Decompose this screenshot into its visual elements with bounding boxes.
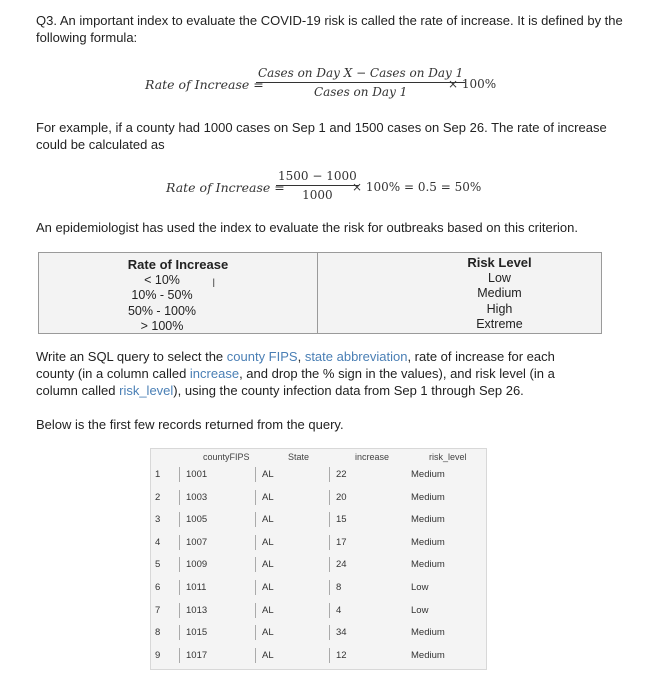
example-rhs: × 100% = 0.5 = 50%	[352, 180, 482, 194]
state-cell: AL	[255, 557, 332, 572]
increase-cell: 20	[329, 490, 406, 505]
level-cell: High	[486, 301, 513, 316]
table-row	[151, 463, 486, 485]
county-fips-cell: 1005	[179, 512, 256, 527]
risk-level-cell: Low	[411, 582, 429, 593]
formula-denominator: Cases on Day 1	[313, 85, 408, 99]
state-cell: AL	[255, 648, 332, 663]
instructions-text: , and drop the % sign in the values), and risk level (in a column called	[36, 366, 555, 398]
county-fips-term: county FIPS	[226, 349, 298, 364]
level-column	[318, 253, 601, 333]
table-row	[151, 531, 486, 553]
increase-cell: 24	[329, 557, 406, 572]
level-cell: Low	[488, 270, 511, 285]
row-index: 6	[155, 582, 161, 593]
risk-level-cell: Medium	[411, 559, 445, 571]
increase-cell: 12	[329, 648, 406, 663]
row-index: 4	[155, 536, 161, 548]
risk-level-cell: Low	[411, 604, 429, 616]
instructions-text: ,	[297, 349, 305, 364]
table-row	[151, 508, 486, 530]
county-fips-cell: 1015	[179, 625, 256, 640]
instructions	[36, 348, 596, 399]
county-fips-cell: 1003	[179, 490, 256, 505]
increase-cell: 22	[329, 467, 406, 482]
below-text: Below is the first few records returned from the query.	[36, 417, 344, 432]
increase-cell: 15	[329, 512, 406, 527]
instructions-text: ), using the county infection data from Sep 1 through Sep 26.	[173, 383, 524, 398]
risk-table	[38, 252, 602, 334]
header-risk-level: risk_level	[429, 452, 467, 462]
header-increase: increase	[355, 452, 390, 462]
example-lhs: Rate of Increase =	[166, 180, 285, 195]
example-numerator: 1500 − 1000	[276, 169, 359, 186]
county-fips-cell: 1013	[179, 603, 256, 618]
formula-lhs: Rate of Increase =	[145, 77, 264, 92]
formula-numerator: Cases on Day X − Cases on Day 1	[256, 66, 465, 83]
county-fips-cell: 1009	[179, 557, 256, 572]
rate-cell: 10% - 50%	[131, 288, 193, 302]
county-fips-cell: 1011	[179, 580, 256, 595]
row-index: 7	[155, 604, 161, 616]
rate-cell: < 10%	[144, 272, 180, 287]
risk-level-cell: Medium	[411, 649, 445, 661]
increase-term: increase	[189, 366, 240, 381]
header-state: State	[288, 452, 310, 462]
table-row	[151, 486, 486, 508]
example-fraction	[276, 169, 359, 202]
instructions-text: , rate of increase for each county (in a column called	[36, 349, 555, 381]
formula-times: × 100%	[448, 77, 497, 91]
result-table	[150, 448, 487, 670]
risk-level-cell: Medium	[411, 627, 445, 639]
risk-level-cell: Medium	[411, 536, 445, 548]
table-row	[151, 644, 486, 666]
level-cell: Medium	[477, 286, 522, 300]
risk-level-cell: Medium	[411, 469, 445, 480]
table-row	[151, 599, 486, 621]
example-text: For example, if a county had 1000 cases on Sep 1 and 1500 cases on Sep 26. The rate of increase could be calculated as	[36, 120, 607, 152]
increase-cell: 8	[329, 580, 406, 595]
state-cell: AL	[255, 512, 332, 527]
table-row	[151, 576, 486, 598]
text-cursor-icon: I	[212, 276, 216, 290]
row-index: 3	[155, 514, 161, 526]
row-index: 1	[155, 469, 161, 480]
formula-fraction	[256, 66, 465, 99]
state-cell: AL	[255, 490, 332, 505]
county-fips-cell: 1007	[179, 535, 256, 550]
increase-cell: 4	[329, 603, 406, 618]
state-cell: AL	[255, 580, 332, 595]
level-cell: Extreme	[476, 317, 523, 331]
table-row	[151, 621, 486, 643]
rate-cell: 50% - 100%	[127, 303, 197, 318]
state-cell: AL	[255, 467, 332, 482]
table-row	[151, 553, 486, 575]
level-header: Risk Level	[467, 255, 532, 270]
risk-level-cell: Medium	[411, 514, 445, 526]
instructions-text: Write an SQL query to select the	[36, 349, 227, 364]
state-cell: AL	[255, 603, 332, 618]
epi-text: An epidemiologist has used the index to evaluate the risk for outbreaks based on this criterion.	[36, 220, 578, 235]
county-fips-cell: 1001	[179, 467, 256, 482]
rate-header: Rate of Increase	[127, 257, 229, 272]
state-abbrev-term: state abbreviation	[304, 349, 408, 364]
row-index: 9	[155, 649, 161, 661]
row-index: 8	[155, 627, 161, 639]
county-fips-cell: 1017	[179, 648, 256, 663]
state-cell: AL	[255, 535, 332, 550]
state-cell: AL	[255, 625, 332, 640]
increase-cell: 34	[329, 625, 406, 640]
rate-column	[39, 253, 318, 333]
rate-cell: > 100%	[140, 319, 184, 333]
header-countyfips: countyFIPS	[203, 452, 250, 462]
question-intro: Q3. An important index to evaluate the COVID-19 risk is called the rate of increase. It is defined by the following formula:	[36, 13, 623, 45]
row-index: 5	[155, 559, 161, 571]
increase-cell: 17	[329, 535, 406, 550]
risk-level-term: risk_level	[119, 383, 174, 398]
row-index: 2	[155, 491, 161, 503]
risk-level-cell: Medium	[411, 491, 445, 503]
example-denominator: 1000	[302, 188, 333, 202]
